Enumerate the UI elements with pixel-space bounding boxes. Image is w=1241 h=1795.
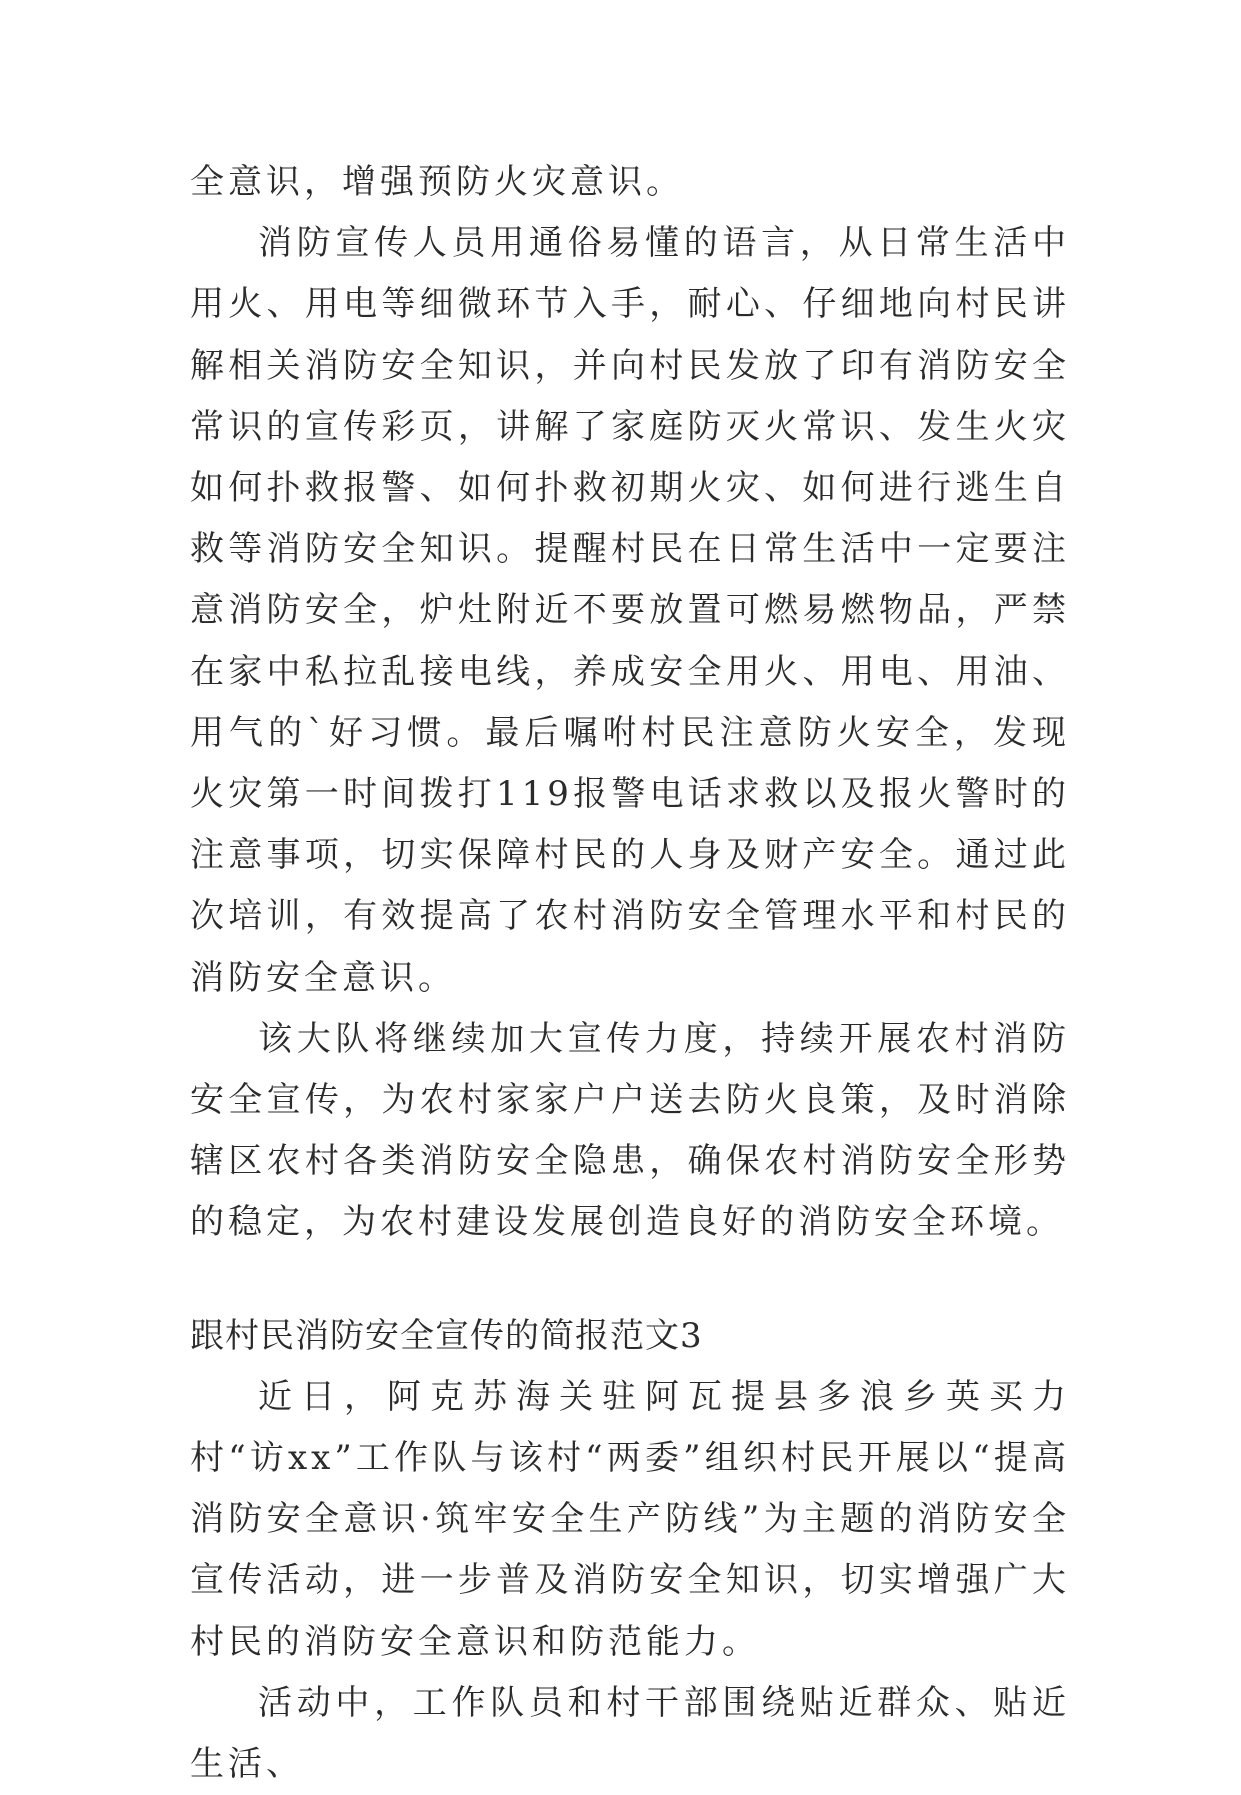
paragraph-work-team-activity: 近日，阿克苏海关驻阿瓦提县多浪乡英买力村“访xx”工作队与该村“两委”组织村民开展以“提高消防安全意识·筑牢安全生产防线”为主题的消防安全宣传活动，进一步普及消防安全知识，切实增强广大村民的消防安全意识和防范能力。 (190, 1376, 1070, 1662)
document-body (190, 152, 1070, 1795)
paragraph-activity-details: 活动中，工作队员和村干部围绕贴近群众、贴近生活、 (190, 1682, 1070, 1785)
paragraph-fire-safety-education: 消防宣传人员用通俗易懂的语言，从日常生活中用火、用电等细微环节入手，耐心、仔细地向村民讲解相关消防安全知识，并向村民发放了印有消防安全常识的宣传彩页，讲解了家庭防灭火常识、发生火灾如何扑救报警、如何扑救初期火灾、如何进行逃生自救等消防安全知识。提醒村民在日常生活中一定要注意消防安全，炉灶附近不要放置可燃易燃物品，严禁在家中私拉乱接电线，养成安全用火、用电、用油、用气的`好习惯。最后嘱咐村民注意防火安全，发现火灾第一时间拨打119报警电话求救以及报火警时的注意事项，切实保障村民的人身及财产安全。通过此次培训，有效提高了农村消防安全管理水平和村民的消防安全意识。 (190, 223, 1070, 998)
paragraph-continuation: 全意识，增强预防火灾意识。 (190, 162, 684, 202)
paragraph-brigade-plans: 该大队将继续加大宣传力度，持续开展农村消防安全宣传，为农村家家户户送去防火良策，及时消除辖区农村各类消防安全隐患，确保农村消防安全形势的稳定，为农村建设发展创造良好的消防安全环境。 (190, 1018, 1070, 1243)
section-heading: 跟村民消防安全宣传的简报范文3 (190, 1315, 703, 1356)
